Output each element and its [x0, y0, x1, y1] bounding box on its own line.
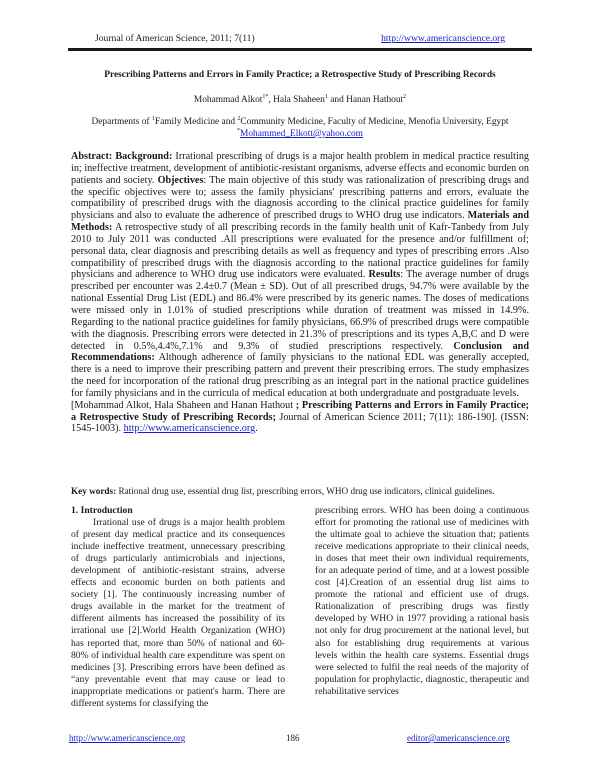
background-label: Background:	[115, 151, 173, 162]
affiliation-prefix: Departments of	[91, 117, 152, 127]
author-name: Hala Shaheen	[273, 95, 325, 105]
affiliations	[60, 116, 540, 140]
corresponding-email-link[interactable]: Mohammed_Elkott@yahoo.com	[240, 129, 363, 139]
affiliation-mark: 1	[151, 116, 155, 122]
results-text: : The average number of drugs prescribed per encounter was 2.4±0.7 (Mean ± SD). Out of all prescribed drugs, 94.7% were available by the national Essential Drug List (EDL) and 86.4% were prescribed by its generic names. The doses of medications were missed only in 1.01% of studied prescriptions while duration of treatment was missed in 14.9%. Regarding to the national practice guidelines for family physicians, 66.9% of prescribed drugs were compatible with the diagnosis. Prescribing errors were detected in 21.3% of prescriptions and its types A,B,C and D were detected in 0.5%,4.4%,7.1% and 9.3% of studied prescriptions respectively.	[71, 269, 529, 352]
page-number: 186	[286, 733, 300, 743]
body-paragraph: prescribing errors. WHO has been doing a continuous effort for promoting the rational use of medicines with the ultimate goal to achieve the situation that; patients receive medications appropriate to their clinical needs, in doses that meet their own individual requirements, for an adequate period of time, and at a lowest possible cost [4].Creation of an essential drug list aims to promote the rational and efficient use of drugs. Rationalization of prescribing drugs was firstly developed by WHO in 1977 providing a rational basis not only for drug procurement at the national level, but also for establishing drug requirements at various levels within the health care systems. Essential drugs were selected to fulfil the real needs of the majority of population for prophylactic, diagnostic, therapeutic and rehabilitative services	[315, 505, 529, 697]
header-journal-link[interactable]: http://www.americanscience.org	[381, 33, 505, 44]
author-affiliation-mark: 1*	[262, 94, 269, 100]
author-affiliation-mark: 2	[403, 94, 407, 100]
section-heading: 1. Introduction	[71, 505, 133, 516]
footer-email-link[interactable]: editor@americanscience.org	[407, 733, 510, 743]
citation	[71, 400, 529, 436]
citation-authors: [Mohammad Alkot, Hala Shaheen and Hanan Hathout	[71, 399, 296, 411]
citation-end: .	[255, 423, 258, 435]
paper-title: Prescribing Patterns and Errors in Family Practice; a Retrospective Study of Prescribing Records	[104, 70, 496, 80]
objectives-label: Objectives	[157, 174, 204, 186]
affiliation-dept: Community Medicine, Faculty of Medicine, Menofia University, Egypt	[240, 117, 509, 127]
author-separator: ,	[268, 95, 274, 105]
conclusion-label: Conclusion and Recommendations:	[71, 340, 529, 364]
results-label: Results	[368, 269, 401, 281]
affiliation-mark: 2	[237, 116, 241, 122]
citation-link[interactable]: http://www.americanscience.org	[123, 423, 256, 435]
author-name: Hanan Hathout	[346, 95, 404, 105]
keywords-label: Key words:	[71, 486, 117, 496]
body-column-right	[315, 505, 529, 698]
footer-website-link[interactable]: http://www.americanscience.org	[69, 733, 186, 743]
running-header	[68, 33, 532, 47]
conclusion-text: Although adherence of family physicians to the national EDL was generally accepted, there is a need to improve their prescribing pattern and prevent their prescribing errors. The study emphasizes the need for incorporation of the rational drug prescribing as an integral part in the national practice guidelines for family physicians and in the curricula of medical education at both undergraduate and postgraduate levels.	[71, 352, 529, 399]
abstract-label: Abstract:	[71, 151, 113, 162]
author-separator: and	[327, 95, 347, 105]
affiliation-dept: Family Medicine and	[154, 117, 238, 127]
header-rule	[68, 48, 532, 51]
keywords	[71, 485, 529, 497]
background-text: Irrational prescribing of drugs is a major health problem in medical practice resulting in; ineffective treatment, development of antibiotic-resistant organisms, adverse effects and economic burden on patients and society.	[71, 151, 530, 186]
body-column-left	[71, 505, 285, 710]
author-affiliation-mark: 1	[324, 94, 328, 100]
citation-details: Journal of American Science 2011; 7(11): 186-190]. (ISSN: 1545-1003).	[71, 411, 529, 435]
methods-label: Materials and Methods:	[71, 210, 530, 234]
methods-text: A retrospective study of all prescribing records in the family health unit of Kafr-Tanbedy from July 2010 to July 2011 was conducted .All prescriptions were evaluated for the presence and/or fulfillment of; personal data, clear diagnosis and prescribing details as well as frequency and types of prescribing errors .Also compatibility of prescribed drugs with the diagnosis according to the national practice guidelines for family physicians and adherence to WHO drug use indicators were evaluated.	[71, 222, 529, 281]
author-list	[60, 95, 540, 105]
corresponding-mark: *	[237, 128, 241, 134]
keywords-text: Rational drug use, essential drug list, prescribing errors, WHO drug use indicators, clinical guidelines.	[116, 486, 495, 496]
citation-title: ; Prescribing Patterns and Errors in Family Practice; a Retrospective Study of Prescribing Records;	[71, 399, 529, 423]
journal-citation: Journal of American Science, 2011; 7(11)	[95, 33, 255, 44]
objectives-text: : The main objective of this study was rationalization of prescribing drugs and the specific objectives were to; assess the family physicians' prescribing patterns and errors, evaluate the compatibility of prescribed drugs with the diagnosis according to the clinical practice guidelines for family physicians and also to evaluate the adherence of prescribed drugs to WHO drug use indicators.	[71, 174, 529, 222]
author-name: Mohammad Alkot	[193, 95, 263, 105]
body-paragraph: Irrational use of drugs is a major health problem of present day medical practice and its consequences include ineffective treatment, unnecessary prescribing of drugs particularly antimicrobials and injections, development of antibiotic-resistant strains, adverse effects and economic burden on both patients and society [1]. The continuously increasing number of drugs available in the market for the treatment of different ailments has increased the possibility of its irrational use [2].World Health Organization (WHO) has reported that, more than 50% of national and 60-80% of individual health care expenditure was spent on medicines [3]. Prescribing errors have been defined as “any preventable event that may cause or lead to inappropriate medications or patient's harm. There are different systems for classifying the	[71, 517, 285, 709]
abstract	[71, 151, 529, 435]
